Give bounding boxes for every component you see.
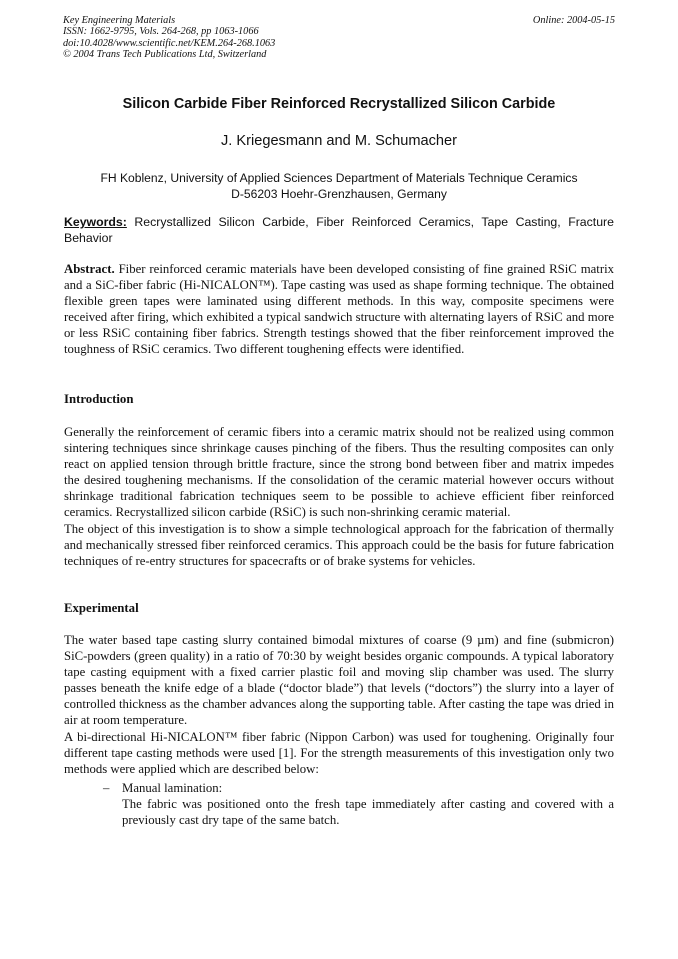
experimental-paragraph-2: A bi-directional Hi-NICALON™ fiber fabric (Nippon Carbon) was used for toughening. Originally four different tape casting methods were used [1]. For the strength measurements of this investigation only two methods were applied which are described below: — [64, 729, 614, 776]
keywords-text: Recrystallized Silicon Carbide, Fiber Reinforced Ceramics, Tape Casting, Fracture Behavior — [64, 215, 614, 246]
experimental-paragraph-1: The water based tape casting slurry contained bimodal mixtures of coarse (9 µm) and fine (submicron) SiC-powders (green quality) in a ratio of 70:30 by weight besides organic compounds. A typical laboratory tape casting equipment with a fixed carrier plastic foil and moving slip chamber was used. The slurry passes beneath the knife edge of a blade (“doctor blade”) that levels (“doctors”) the slurry into a layer of controlled thickness as the chamber advances along the supporting table. After casting the tape was dried in air at room temperature. — [64, 633, 614, 728]
journal-name: Key Engineering Materials — [63, 15, 176, 26]
paper-title: Silicon Carbide Fiber Reinforced Recrystallized Silicon Carbide — [122, 96, 556, 112]
abstract — [64, 261, 614, 358]
copyright-line: © 2004 Trans Tech Publications Ltd, Switzerland — [63, 49, 267, 61]
keywords-label: Keywords: — [64, 215, 127, 229]
online-date: Online: 2004-05-15 — [532, 15, 615, 26]
list-dash: – — [103, 781, 110, 795]
list-item-text: The fabric was positioned onto the fresh tape immediately after casting and covered with a previously cast dry tape of the same batch. — [122, 797, 614, 828]
experimental-body — [64, 632, 614, 777]
list-item-label: Manual lamination: — [122, 781, 223, 795]
affiliation-line-1: FH Koblenz, University of Applied Sciences Department of Materials Technique Ceramics — [100, 171, 578, 185]
authors: J. Kriegesmann and M. Schumacher — [220, 133, 458, 149]
abstract-text: Fiber reinforced ceramic materials have been developed consisting of fine grained RSiC matrix and a SiC-fiber fabric (Hi-NICALON™). Tape casting was used as shape forming technique. The obtained flexible green tapes were laminated using different methods. In this way, composite specimens were received after firing, which exhibited a typical sandwich structure with alternating layers of RSiC and more or less RSiC containing fiber fabrics. Strength testings showed that the fiber reinforcement improved the toughness of RSiC ceramics. Two different toughening effects were identified. — [64, 262, 614, 357]
keywords — [64, 214, 614, 246]
issn-line: ISSN: 1662-9795, Vols. 264-268, pp 1063-1066 — [63, 26, 259, 38]
doi-line[interactable]: doi:10.4028/www.scientific.net/KEM.264-268.1063 — [63, 37, 276, 49]
experimental-heading: Experimental — [64, 601, 139, 615]
introduction-paragraph-1: Generally the reinforcement of ceramic fibers into a ceramic matrix should not be realized using common sintering techniques since shrinkage causes pinching of the fibers. Thus the resulting composites can only react on applied tension through brittle fracture, since the strong bond between fiber and matrix impedes the desired toughening mechanisms. If the consolidation of the ceramic material however occurs without shrinkage traditional fabrication techniques seem to be possible to achieve efficient fiber reinforced ceramics. Recrystallized silicon carbide (RSiC) is such non-shrinking ceramic material. — [64, 425, 614, 520]
journal-header — [63, 15, 615, 61]
affiliation-line-2: D-56203 Hoehr-Grenzhausen, Germany — [231, 186, 447, 201]
introduction-body — [64, 424, 614, 569]
introduction-heading: Introduction — [64, 392, 134, 406]
introduction-paragraph-2: The object of this investigation is to show a simple technological approach for the fabrication of thermally and mechanically stressed fiber reinforced ceramics. This approach could be the basis for future fabrication techniques of re-entry structures for spacecrafts or of brake systems for vehicles. — [64, 521, 614, 568]
affiliation — [0, 171, 678, 202]
abstract-label: Abstract. — [64, 262, 115, 276]
